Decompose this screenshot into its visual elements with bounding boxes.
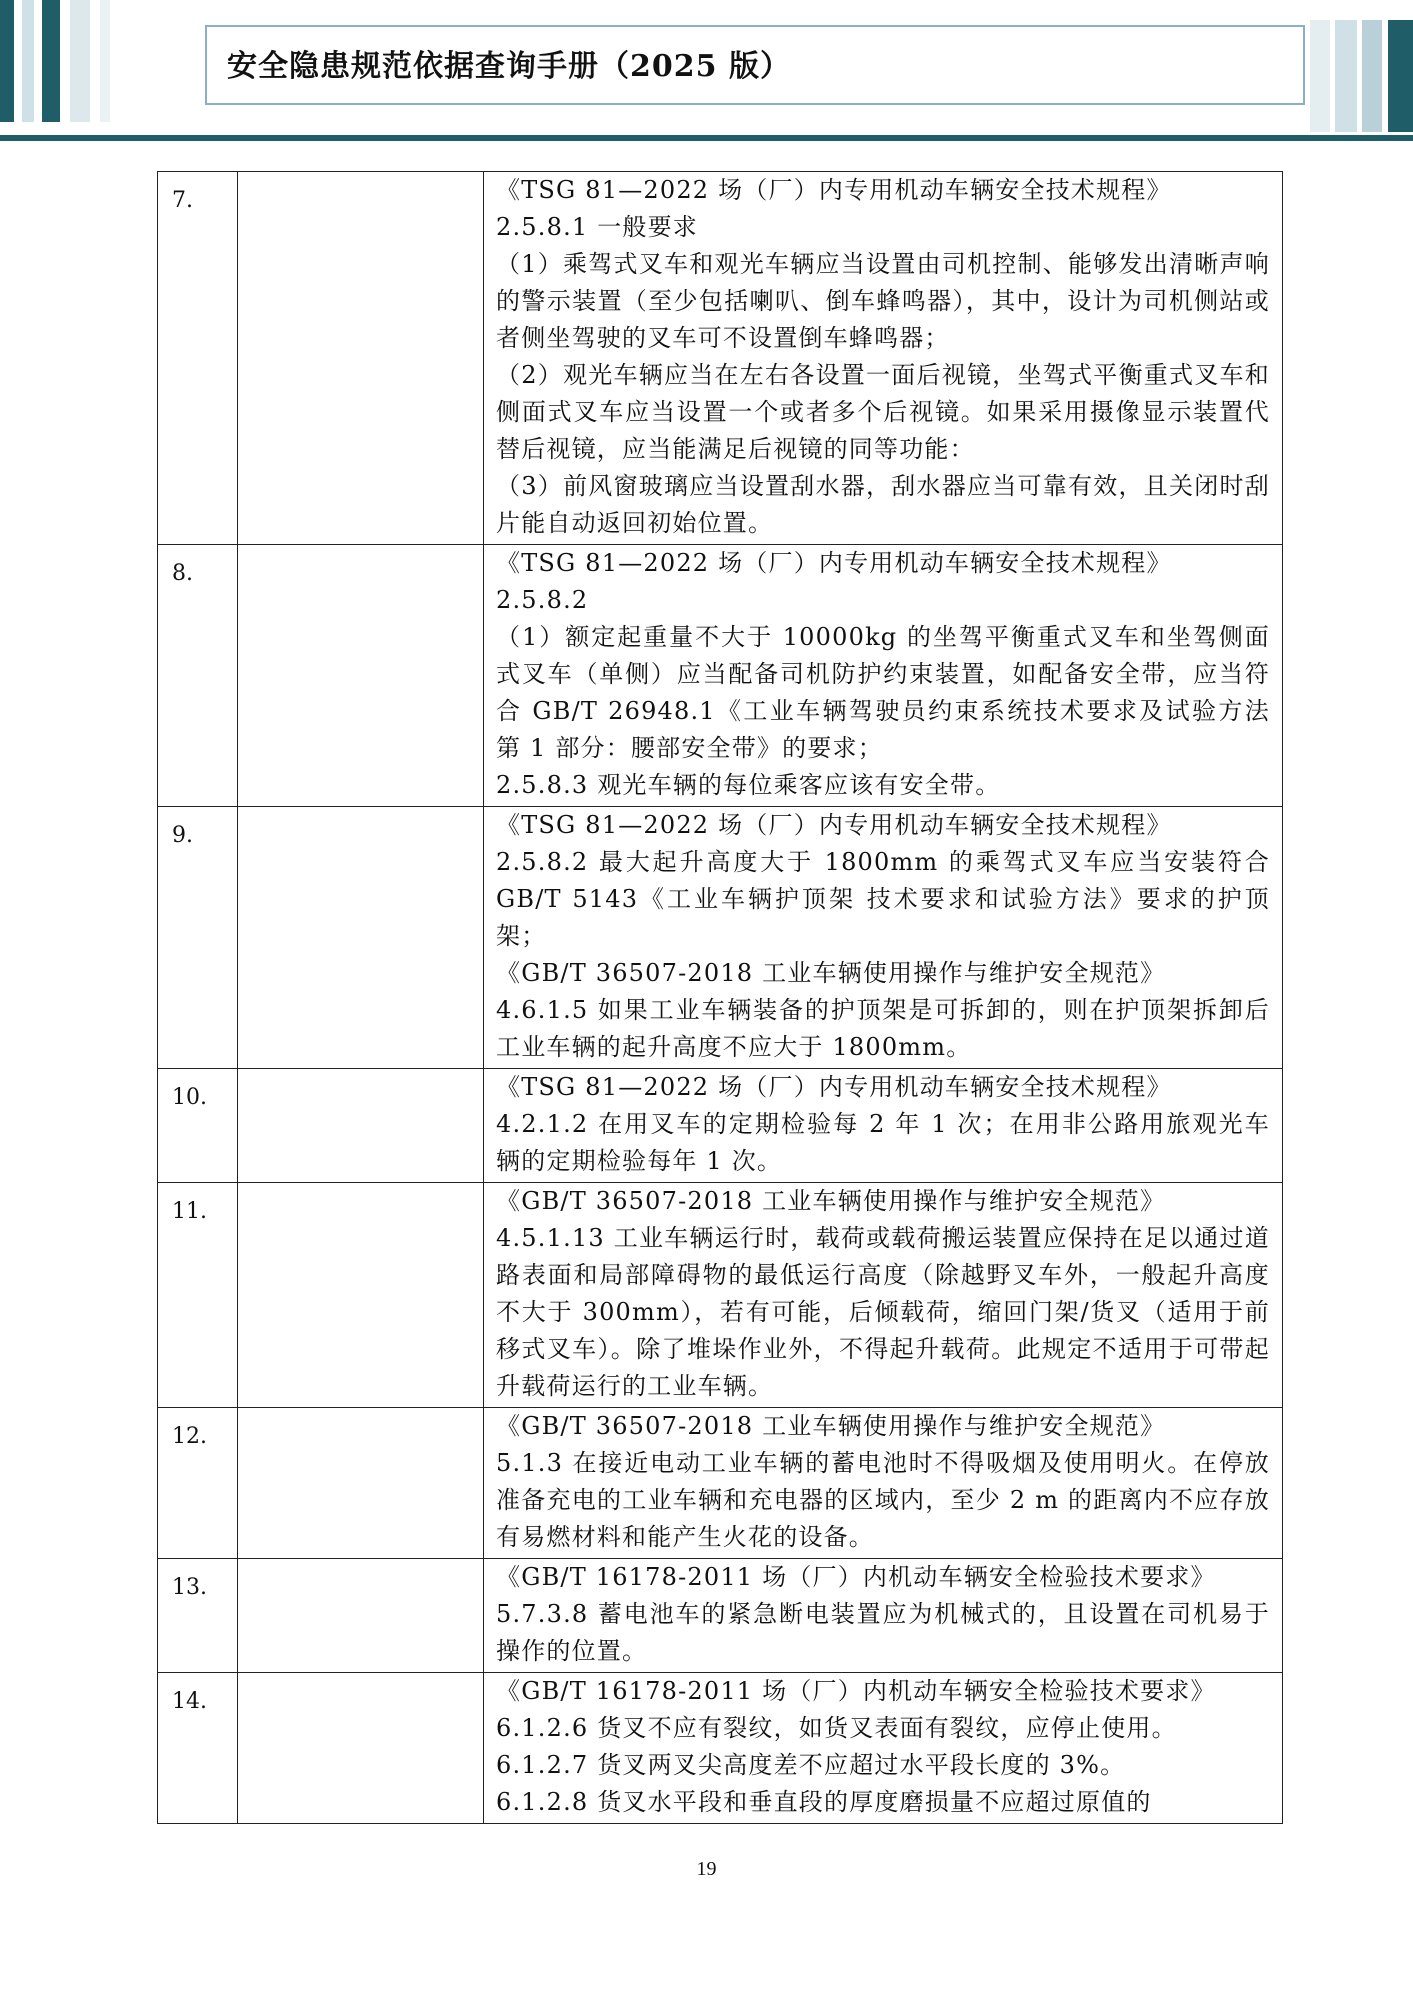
row-number: 10. (158, 1069, 238, 1183)
page-number: 19 (696, 1858, 717, 1880)
regulation-text (484, 1183, 1283, 1408)
header-stripe (1362, 20, 1382, 132)
regulation-line: 2.5.8.1 一般要求 (496, 213, 698, 241)
regulation-line: 《GB/T 16178-2011 场（厂）内机动车辆安全检验技术要求》 (496, 1677, 1216, 1705)
regulation-line: 《GB/T 16178-2011 场（厂）内机动车辆安全检验技术要求》 (496, 1563, 1216, 1591)
regulation-line: 《TSG 81—2022 场（厂）内专用机动车辆安全技术规程》 (496, 1073, 1172, 1101)
header-stripe (22, 0, 34, 122)
regulation-line: 5.1.3 在接近电动工业车辆的蓄电池时不得吸烟及使用明火。在停放准备充电的工业车辆和充电器的区域内，至少 2 m 的距离内不应存放有易燃材料和能产生火花的设备。 (496, 1449, 1270, 1551)
regulation-line: 5.7.3.8 蓄电池车的紧急断电装置应为机械式的，且设置在司机易于操作的位置。 (496, 1600, 1270, 1665)
empty-cell (238, 807, 484, 1069)
table-row (158, 1069, 1283, 1183)
header-stripe (1310, 20, 1330, 132)
regulation-table (157, 171, 1283, 1824)
header-stripe (100, 0, 110, 122)
empty-cell (238, 1408, 484, 1559)
regulation-line: 6.1.2.6 货叉不应有裂纹，如货叉表面有裂纹，应停止使用。 (496, 1714, 1177, 1742)
regulation-line: 4.5.1.13 工业车辆运行时，载荷或载荷搬运装置应保持在足以通过道路表面和局部障碍物的最低运行高度（除越野叉车外，一般起升高度不大于 300mm），若有可能，后倾载荷，缩回门架/货叉（适用于前移式叉车）。除了堆垛作业外，不得起升载荷。此规定不适用于可带起升载荷运行的工业车辆。 (496, 1224, 1270, 1400)
empty-cell (238, 545, 484, 807)
table-row (158, 807, 1283, 1069)
header-rule (0, 135, 1413, 141)
regulation-line: 2.5.8.2 最大起升高度大于 1800mm 的乘驾式叉车应当安装符合 GB/T 5143《工业车辆护顶架 技术要求和试验方法》要求的护顶架； (496, 848, 1270, 950)
regulation-line: （3）前风窗玻璃应当设置刮水器，刮水器应当可靠有效，且关闭时刮片能自动返回初始位置。 (496, 472, 1270, 537)
header-title-box (205, 25, 1305, 105)
regulation-line: 《GB/T 36507-2018 工业车辆使用操作与维护安全规范》 (496, 959, 1166, 987)
empty-cell (238, 172, 484, 545)
regulation-line: 6.1.2.8 货叉水平段和垂直段的厚度磨损量不应超过原值的 (496, 1788, 1152, 1816)
regulation-line: 《GB/T 36507-2018 工业车辆使用操作与维护安全规范》 (496, 1187, 1166, 1215)
header-stripe (1335, 20, 1357, 132)
row-number: 14. (158, 1673, 238, 1824)
regulation-line: （1）额定起重量不大于 10000kg 的坐驾平衡重式叉车和坐驾侧面式叉车（单侧）应当配备司机防护约束装置，如配备安全带，应当符合 GB/T 26948.1《工业车辆驾驶员约束系统技术要求及试验方法 第 1 部分：腰部安全带》的要求； (496, 623, 1270, 762)
regulation-line: 2.5.8.2 (496, 586, 589, 614)
table-row (158, 1673, 1283, 1824)
row-number: 11. (158, 1183, 238, 1408)
row-number: 13. (158, 1559, 238, 1673)
header-stripe (0, 0, 14, 122)
regulation-line: 《TSG 81—2022 场（厂）内专用机动车辆安全技术规程》 (496, 176, 1172, 204)
row-number: 7. (158, 172, 238, 545)
header-stripe (1388, 20, 1413, 132)
empty-cell (238, 1559, 484, 1673)
regulation-line: 《TSG 81—2022 场（厂）内专用机动车辆安全技术规程》 (496, 549, 1172, 577)
table-row (158, 1408, 1283, 1559)
header-stripe (70, 0, 90, 122)
table-row (158, 545, 1283, 807)
row-number: 12. (158, 1408, 238, 1559)
regulation-text (484, 172, 1283, 545)
regulation-text (484, 1673, 1283, 1824)
regulation-line: 《GB/T 36507-2018 工业车辆使用操作与维护安全规范》 (496, 1412, 1166, 1440)
regulation-text (484, 545, 1283, 807)
header-stripe (42, 0, 60, 122)
regulation-text (484, 1559, 1283, 1673)
table-row (158, 172, 1283, 545)
regulation-line: 6.1.2.7 货叉两叉尖高度差不应超过水平段长度的 3%。 (496, 1751, 1126, 1779)
table-row (158, 1183, 1283, 1408)
document-title: 安全隐患规范依据查询手册（2025 版） (227, 49, 791, 84)
regulation-text (484, 1408, 1283, 1559)
regulation-line: 2.5.8.3 观光车辆的每位乘客应该有安全带。 (496, 771, 1001, 799)
empty-cell (238, 1673, 484, 1824)
regulation-line: （1）乘驾式叉车和观光车辆应当设置由司机控制、能够发出清晰声响的警示装置（至少包括喇叭、倒车蜂鸣器），其中，设计为司机侧站或者侧坐驾驶的叉车可不设置倒车蜂鸣器； (496, 250, 1270, 352)
regulation-line: 4.2.1.2 在用叉车的定期检验每 2 年 1 次；在用非公路用旅观光车辆的定期检验每年 1 次。 (496, 1110, 1270, 1175)
regulation-line: （2）观光车辆应当在左右各设置一面后视镜，坐驾式平衡重式叉车和侧面式叉车应当设置一个或者多个后视镜。如果采用摄像显示装置代替后视镜，应当能满足后视镜的同等功能： (496, 361, 1270, 463)
row-number: 9. (158, 807, 238, 1069)
empty-cell (238, 1183, 484, 1408)
regulation-line: 《TSG 81—2022 场（厂）内专用机动车辆安全技术规程》 (496, 811, 1172, 839)
empty-cell (238, 1069, 484, 1183)
table-row (158, 1559, 1283, 1673)
regulation-text (484, 807, 1283, 1069)
regulation-text (484, 1069, 1283, 1183)
row-number: 8. (158, 545, 238, 807)
regulation-line: 4.6.1.5 如果工业车辆装备的护顶架是可拆卸的，则在护顶架拆卸后工业车辆的起升高度不应大于 1800mm。 (496, 996, 1270, 1061)
